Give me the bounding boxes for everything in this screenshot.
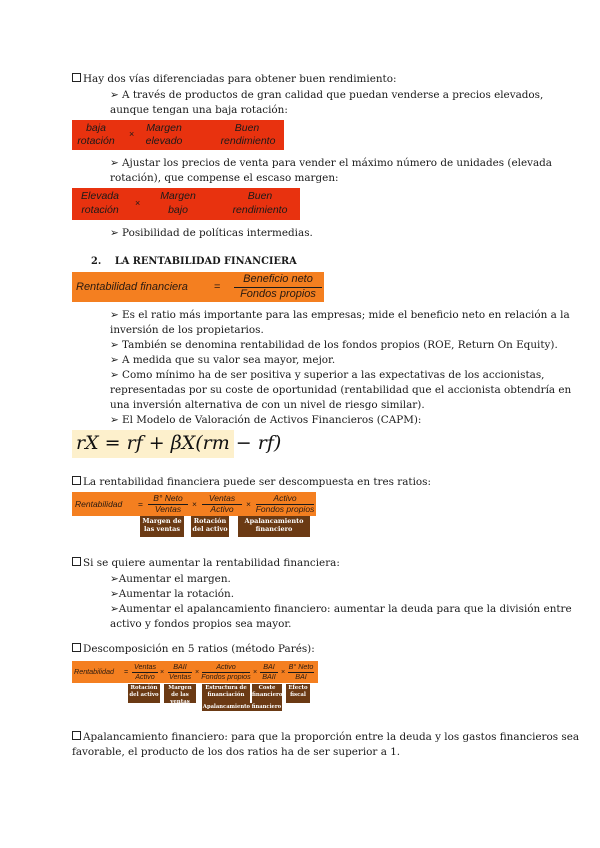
eq3-lhs: Rentabilidad financiera: [76, 281, 188, 293]
rf-point4-line3: una inversión alternativa de con un nivel de riesgo similar).: [110, 399, 425, 411]
d3-f3-bot: Fondos propios: [255, 504, 315, 514]
checkbox-bullet-icon: [72, 476, 81, 485]
d3-equals: =: [138, 499, 143, 509]
via2-line1: ➢ Ajustar los precios de venta para vender el máximo número de unidades (elevada: [110, 157, 553, 169]
checkbox-bullet-icon: [72, 557, 81, 566]
d5-f3-bot: Fondos propios: [201, 672, 251, 681]
eq1-c-top: Buen: [234, 122, 260, 134]
equation-financial-return: [72, 272, 324, 302]
eq3-denominator: Fondos propios: [240, 288, 316, 300]
d5-f1-top: Ventas: [133, 662, 157, 671]
final-line2: favorable, el producto de los dos ratios ha de ser superior a 1.: [72, 746, 401, 758]
rf-point3: ➢ A medida que su valor sea mayor, mejor.: [110, 354, 336, 366]
d5-times3: ×: [253, 667, 258, 676]
eq1-a-bot: rotación: [77, 135, 115, 147]
intro-text: Hay dos vías diferenciadas para obtener buen rendimiento:: [83, 73, 397, 85]
d5-f4-bot: BAII: [262, 672, 276, 681]
eq2-a-top: Elevada: [81, 190, 119, 202]
p-label-tax-effect: Efecto fiscal: [286, 684, 310, 703]
equation-three-ratios: [72, 492, 316, 516]
capm-formula: [72, 430, 282, 458]
eq1-c-bot: rendimiento: [220, 135, 276, 147]
eq3-numerator: Beneficio neto: [243, 273, 313, 285]
d3-f3-top: Activo: [273, 493, 297, 503]
rf-point4-line1: ➢ Como mínimo ha de ser positiva y superior a las expectativas de los accionistas,: [110, 369, 545, 381]
eq2-a-bot: rotación: [81, 204, 119, 216]
final-line1: [72, 730, 579, 745]
via3: ➢ Posibilidad de políticas intermedias.: [110, 227, 313, 239]
equation-high-margin: [72, 120, 284, 150]
d5-times2: ×: [195, 667, 200, 676]
via2-line2: rotación), que compense el escaso margen:: [110, 172, 339, 184]
via1-line2: aunque tengan una baja rotación:: [110, 104, 288, 116]
equation-high-rotation: [72, 188, 300, 220]
d5-f5-bot: BAI: [295, 672, 307, 681]
d5-f4-top: BAI: [263, 662, 275, 671]
p-label-financial-leverage: Apalancamiento financiero: [202, 704, 282, 710]
checkbox-bullet-icon: [72, 73, 81, 82]
equation-five-ratios: [72, 661, 318, 683]
section-title: LA RENTABILIDAD FINANCIERA: [114, 256, 297, 267]
eq2-b-bot: bajo: [168, 204, 188, 216]
eq2-c-bot: rendimiento: [232, 204, 288, 216]
rf-point1-line2: inversión de los propietarios.: [110, 324, 264, 336]
d5-times1: ×: [160, 667, 165, 676]
d3-times2: ×: [246, 499, 251, 509]
d5-f2-bot: Ventas: [168, 672, 192, 681]
label-financial-leverage: Apalancamiento financiero: [238, 516, 310, 537]
decomp5-intro: [72, 642, 315, 657]
section-heading: [91, 254, 297, 269]
d5-lhs: Rentabilidad: [74, 667, 114, 676]
via1-line1: ➢ A través de productos de gran calidad que puedan venderse a precios elevados,: [110, 89, 544, 101]
eq2-b-top: Margen: [160, 190, 196, 202]
increase-item1: ➢Aumentar el margen.: [110, 573, 231, 585]
p-label-asset-rotation: Rotación del activo: [128, 684, 160, 703]
d3-times1: ×: [192, 499, 197, 509]
d5-f1-bot: Activo: [135, 672, 155, 681]
eq1-a-top: baja: [86, 122, 106, 134]
eq1-times: ×: [129, 129, 135, 139]
p-label-financing-structure: Estructura de financiación: [202, 684, 250, 703]
increase-item3-line1: ➢Aumentar el apalancamiento financiero: aumentar la deuda para que la división entre: [110, 603, 572, 615]
d5-equals: =: [124, 667, 129, 676]
rf-point5: ➢ El Modelo de Valoración de Activos Financieros (CAPM):: [110, 414, 422, 426]
eq1-b-top: Margen: [146, 122, 182, 134]
eq2-times: ×: [135, 198, 141, 208]
checkbox-bullet-icon: [72, 731, 81, 740]
rf-point2: ➢ También se denomina rentabilidad de los fondos propios (ROE, Return On Equity).: [110, 339, 558, 351]
decomp5-intro-text: Descomposición en 5 ratios (método Parés):: [83, 643, 315, 655]
d5-f3-top: Activo: [216, 662, 236, 671]
intro-bullet: [72, 72, 396, 87]
label-sales-margin: Margen de las ventas: [140, 516, 184, 537]
d5-f5-top: B° Neto: [288, 662, 314, 671]
capm-formula-text: rX = rf + βX(rm − rf): [76, 432, 282, 454]
rf-point4-line2: representadas por su coste de oportunidad (rentabilidad que el accionista obtendría en: [110, 384, 572, 396]
increase-item2: ➢Aumentar la rotación.: [110, 588, 235, 600]
eq2-c-top: Buen: [247, 190, 273, 202]
p-label-financial-cost: Coste financiero: [252, 684, 282, 703]
decomp3-intro-text: La rentabilidad financiera puede ser descompuesta en tres ratios:: [83, 476, 431, 488]
d3-lhs: Rentabilidad: [75, 499, 123, 509]
rf-point1-line1: ➢ Es el ratio más importante para las empresas; mide el beneficio neto en relación a la: [110, 309, 570, 321]
checkbox-bullet-icon: [72, 643, 81, 652]
increase-intro-text: Si se quiere aumentar la rentabilidad financiera:: [83, 557, 340, 569]
d5-f2-top: BAII: [173, 662, 187, 671]
d3-f1-top: B° Neto: [153, 493, 183, 503]
increase-item3-line2: activo y fondos propios sea mayor.: [110, 618, 292, 630]
d3-f1-bot: Ventas: [154, 504, 182, 514]
increase-intro: [72, 556, 340, 571]
section-number: 2.: [91, 256, 102, 267]
decomp3-intro: [72, 475, 431, 490]
d3-f2-bot: Activo: [210, 504, 234, 514]
p-label-sales-margin: Margen de las ventas: [164, 684, 196, 703]
eq1-b-bot: elevado: [145, 135, 183, 147]
eq3-equals: =: [214, 281, 221, 293]
d3-f2-top: Ventas: [208, 493, 236, 503]
label-asset-rotation: Rotación del activo: [191, 516, 229, 537]
d5-times4: ×: [281, 667, 286, 676]
final-line1-text: Apalancamiento financiero: para que la proporción entre la deuda y los gastos financieros sea: [83, 731, 580, 743]
